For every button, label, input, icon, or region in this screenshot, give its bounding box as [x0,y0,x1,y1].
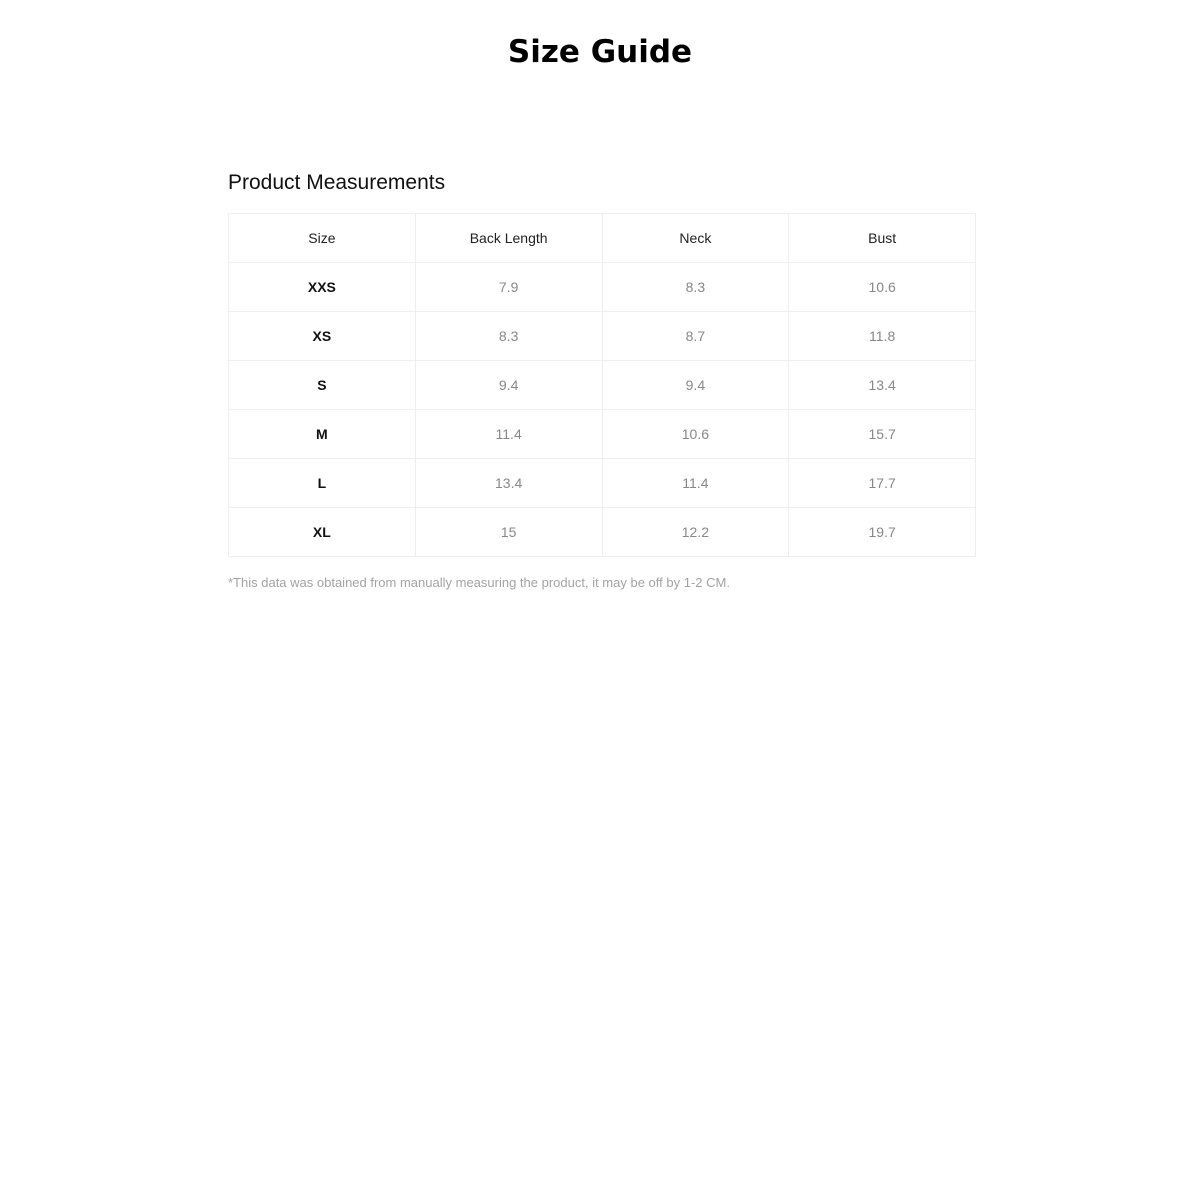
bust-cell: 19.7 [789,508,976,557]
size-cell: XS [229,312,416,361]
size-cell: XXS [229,263,416,312]
neck-cell: 11.4 [602,459,789,508]
table-header-row [229,214,976,263]
neck-cell: 10.6 [602,410,789,459]
table-row [229,263,976,312]
bust-cell: 13.4 [789,361,976,410]
measurement-disclaimer: *This data was obtained from manually measuring the product, it may be off by 1-2 CM. [228,575,730,590]
table-row [229,459,976,508]
column-header-bust: Bust [789,214,976,263]
column-header-size: Size [229,214,416,263]
bust-cell: 15.7 [789,410,976,459]
size-cell: S [229,361,416,410]
table-row [229,410,976,459]
product-measurements-section [228,168,976,592]
table-row [229,508,976,557]
back-length-cell: 7.9 [415,263,602,312]
bust-cell: 17.7 [789,459,976,508]
back-length-cell: 15 [415,508,602,557]
size-table [228,213,976,557]
size-cell: L [229,459,416,508]
table-row [229,312,976,361]
section-title: Product Measurements [228,171,446,194]
size-cell: M [229,410,416,459]
back-length-cell: 11.4 [415,410,602,459]
back-length-cell: 9.4 [415,361,602,410]
back-length-cell: 13.4 [415,459,602,508]
column-header-neck: Neck [602,214,789,263]
neck-cell: 8.3 [602,263,789,312]
bust-cell: 10.6 [789,263,976,312]
column-header-back-length: Back Length [415,214,602,263]
page-title: Size Guide [507,34,693,70]
neck-cell: 8.7 [602,312,789,361]
table-row [229,361,976,410]
back-length-cell: 8.3 [415,312,602,361]
neck-cell: 9.4 [602,361,789,410]
size-cell: XL [229,508,416,557]
neck-cell: 12.2 [602,508,789,557]
bust-cell: 11.8 [789,312,976,361]
